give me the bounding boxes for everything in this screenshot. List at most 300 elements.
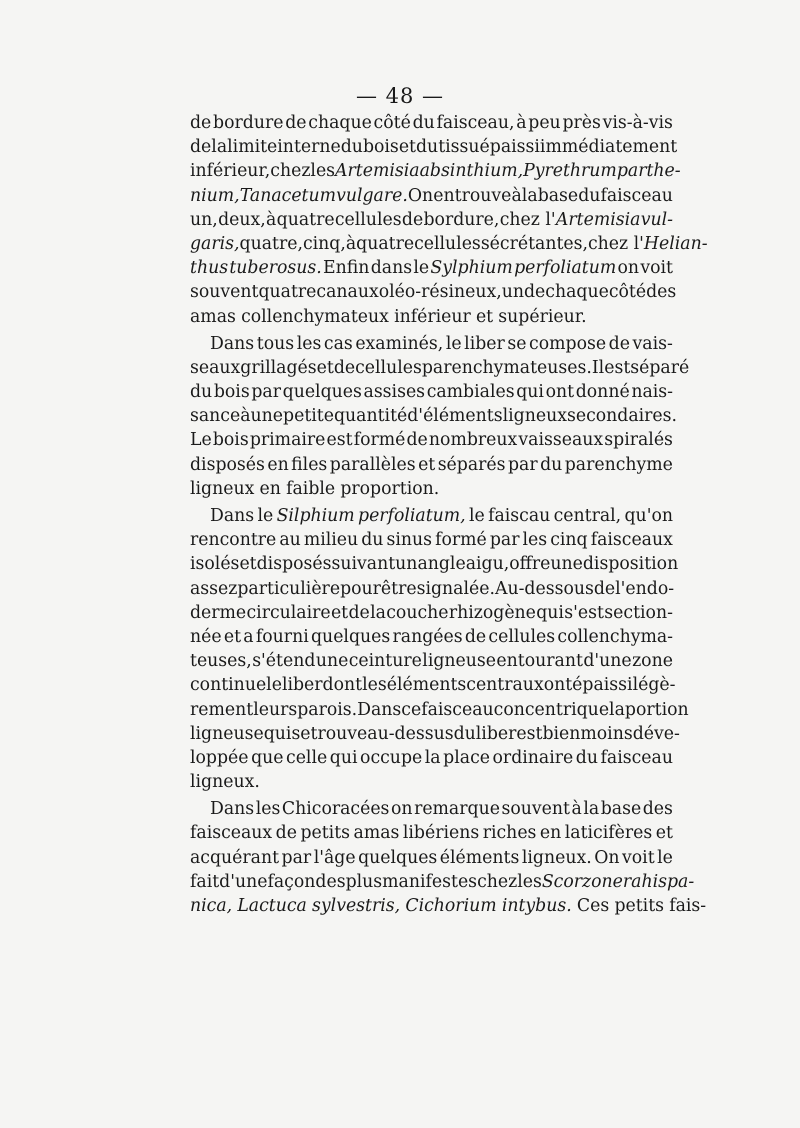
word: de bbox=[464, 626, 487, 647]
word: et bbox=[316, 357, 334, 378]
word: ont bbox=[545, 382, 575, 403]
word: acquérant bbox=[190, 847, 280, 868]
word: est bbox=[604, 357, 631, 378]
word: cinq, bbox=[302, 233, 346, 254]
word: sance bbox=[190, 406, 241, 427]
word: la bbox=[521, 185, 538, 206]
text-line bbox=[190, 208, 673, 232]
word: garis, bbox=[190, 233, 240, 254]
word: Silphium bbox=[276, 506, 355, 526]
word: tissu bbox=[438, 137, 480, 158]
word: zone bbox=[632, 651, 673, 672]
word: supérieur. bbox=[498, 306, 587, 327]
word: de bbox=[348, 602, 370, 623]
word: secondaires. bbox=[566, 406, 678, 427]
word: et bbox=[330, 602, 349, 623]
word: d'éléments bbox=[407, 406, 503, 427]
word: le bbox=[257, 506, 274, 526]
word: bordure, bbox=[423, 209, 500, 230]
word: faisceau bbox=[421, 699, 494, 720]
word: ligneux bbox=[502, 406, 567, 427]
word: des bbox=[642, 799, 673, 820]
word: fait bbox=[190, 871, 220, 892]
word: une bbox=[315, 651, 349, 672]
word: moins bbox=[580, 723, 633, 744]
text-line bbox=[190, 552, 679, 576]
word: de bbox=[523, 282, 546, 303]
word: sinus bbox=[386, 530, 433, 551]
word: limite bbox=[227, 137, 278, 158]
word: On bbox=[407, 185, 434, 206]
word: du bbox=[453, 723, 476, 744]
word: interne bbox=[277, 137, 341, 158]
word: liber bbox=[475, 723, 517, 744]
word: la bbox=[370, 602, 386, 623]
word: quatre bbox=[276, 209, 335, 230]
word: Le bbox=[190, 430, 212, 451]
word: un bbox=[501, 282, 524, 303]
text-line bbox=[190, 870, 695, 894]
word: cellules bbox=[414, 233, 481, 254]
word: immédiatement bbox=[539, 137, 678, 158]
text-line bbox=[190, 625, 673, 649]
paragraph bbox=[190, 797, 707, 918]
word: rement bbox=[190, 699, 254, 720]
word: bois bbox=[362, 137, 399, 158]
word: Dans bbox=[210, 799, 255, 820]
word: en bbox=[267, 454, 289, 475]
word: compose bbox=[529, 333, 607, 354]
word: chez bbox=[270, 161, 311, 182]
word: vul- bbox=[640, 209, 673, 230]
word: trouve bbox=[454, 185, 512, 206]
text-line bbox=[190, 111, 673, 135]
word: plus bbox=[345, 871, 383, 892]
text-line bbox=[190, 698, 689, 722]
word: chaque bbox=[545, 282, 609, 303]
word: bien bbox=[542, 723, 581, 744]
word: ordinaire bbox=[492, 747, 574, 768]
word: particulière bbox=[237, 578, 341, 599]
word: à bbox=[266, 209, 277, 230]
word: petits bbox=[614, 896, 665, 916]
word: épaissi bbox=[479, 137, 540, 158]
word: éléments bbox=[386, 675, 467, 696]
word: les bbox=[310, 161, 336, 182]
word: disposés bbox=[190, 454, 265, 475]
word: d'une bbox=[583, 651, 632, 672]
word: Dans bbox=[357, 699, 402, 720]
word: Pyrethrum bbox=[523, 161, 617, 182]
word: à bbox=[240, 406, 251, 427]
word: née bbox=[190, 626, 222, 647]
text-line bbox=[190, 746, 673, 770]
word: quatre bbox=[258, 282, 317, 303]
text-line bbox=[190, 305, 673, 329]
word: une bbox=[550, 554, 583, 575]
word: que bbox=[251, 747, 284, 768]
word: Helian- bbox=[643, 233, 708, 254]
word: de bbox=[190, 137, 212, 158]
word: souvent bbox=[501, 799, 570, 820]
word: inférieur bbox=[394, 306, 471, 327]
text-line bbox=[190, 135, 678, 159]
word: inférieur, bbox=[190, 161, 271, 182]
word: vaisseaux bbox=[518, 430, 604, 451]
word: central, bbox=[553, 506, 622, 526]
word: pour bbox=[340, 578, 381, 599]
text-line bbox=[190, 428, 673, 452]
word: concentrique bbox=[493, 699, 610, 720]
word: quelques bbox=[358, 847, 438, 868]
body-text bbox=[190, 111, 708, 918]
text-line bbox=[190, 770, 673, 794]
word: occupe bbox=[360, 747, 423, 768]
word: séparé bbox=[630, 357, 690, 378]
word: par bbox=[507, 454, 538, 475]
word: cellules bbox=[355, 357, 422, 378]
word: et bbox=[398, 137, 416, 158]
word: qui bbox=[329, 747, 358, 768]
word: ceinture bbox=[348, 651, 422, 672]
word: nica, bbox=[190, 896, 233, 916]
word: se bbox=[507, 333, 527, 354]
text-line bbox=[190, 184, 673, 208]
word: le bbox=[413, 258, 430, 279]
word: tous bbox=[256, 333, 295, 354]
word: riches bbox=[482, 823, 537, 844]
word: rhizogène bbox=[448, 602, 536, 623]
word: dans bbox=[370, 258, 413, 279]
word: côté bbox=[608, 282, 647, 303]
word: parthe- bbox=[616, 161, 681, 182]
word: thus bbox=[190, 258, 229, 279]
word: Sylphium bbox=[430, 258, 513, 279]
text-line bbox=[190, 256, 673, 280]
word: disposition bbox=[582, 554, 679, 575]
word: Lactuca bbox=[237, 896, 307, 916]
paragraph bbox=[190, 111, 708, 329]
word: Artemisia bbox=[555, 209, 641, 230]
word: les bbox=[362, 675, 387, 696]
word: sécrétantes, bbox=[480, 233, 588, 254]
word: Dans bbox=[210, 333, 255, 354]
word: la bbox=[583, 799, 600, 820]
word: de bbox=[275, 823, 297, 844]
text-line bbox=[190, 232, 708, 256]
word: parois. bbox=[297, 699, 358, 720]
word: le bbox=[657, 847, 673, 868]
word: peu bbox=[528, 113, 561, 133]
word: chaque bbox=[308, 113, 372, 133]
word: les bbox=[255, 799, 281, 820]
word: sylvestris, bbox=[312, 896, 401, 916]
word: quelques bbox=[311, 626, 391, 647]
word: cinq bbox=[550, 530, 588, 551]
word: remarque bbox=[414, 799, 500, 820]
word: amas bbox=[190, 306, 236, 327]
word: et bbox=[418, 454, 436, 475]
word: vais- bbox=[632, 333, 673, 354]
word: a bbox=[243, 626, 254, 647]
text-line bbox=[190, 380, 673, 404]
word: ce bbox=[401, 699, 422, 720]
word: au-dessus bbox=[367, 723, 454, 744]
word: ligneux. bbox=[521, 847, 592, 868]
word: Tanacetum bbox=[239, 185, 337, 206]
word: à bbox=[571, 799, 582, 820]
word: Il bbox=[591, 357, 605, 378]
word: qu'on bbox=[624, 506, 673, 526]
word: bordure bbox=[213, 113, 284, 133]
word: du bbox=[412, 113, 435, 133]
word: de bbox=[285, 113, 307, 133]
word: légè- bbox=[632, 675, 676, 696]
word: un, bbox=[190, 209, 218, 230]
paragraph bbox=[190, 332, 690, 501]
word: seaux bbox=[190, 357, 241, 378]
word: bois bbox=[212, 430, 249, 451]
word: Artemisia bbox=[335, 161, 420, 182]
word: par bbox=[281, 847, 312, 868]
word: ligneuse bbox=[422, 651, 496, 672]
word: voit bbox=[640, 258, 673, 279]
word: les bbox=[522, 530, 548, 551]
text-line bbox=[190, 722, 680, 746]
word: portion bbox=[624, 699, 689, 720]
word: fais- bbox=[669, 896, 707, 916]
word: la bbox=[211, 137, 228, 158]
word: nais- bbox=[631, 382, 673, 403]
text-line bbox=[190, 453, 673, 477]
word: loppée bbox=[190, 747, 249, 768]
word: des bbox=[646, 282, 677, 303]
word: section- bbox=[604, 602, 673, 623]
word: centraux bbox=[466, 675, 544, 696]
word: qui bbox=[516, 382, 544, 403]
word: milieu bbox=[303, 530, 359, 551]
word: épaissi bbox=[572, 675, 633, 696]
word: Chicoracées bbox=[281, 799, 390, 820]
word: faisceaux bbox=[190, 823, 273, 844]
text-line bbox=[190, 332, 673, 356]
word: liber bbox=[464, 333, 505, 354]
word: du bbox=[361, 530, 384, 551]
text-line bbox=[190, 404, 678, 428]
word: de bbox=[333, 357, 356, 378]
word: en bbox=[433, 185, 455, 206]
word: du bbox=[540, 454, 563, 475]
word: primaire bbox=[249, 430, 326, 451]
word: l'endo- bbox=[615, 578, 675, 599]
text-line bbox=[190, 504, 673, 528]
word: faisceau, bbox=[436, 113, 515, 133]
text-line bbox=[190, 649, 673, 673]
word: en bbox=[259, 478, 281, 499]
word: Enfin bbox=[323, 258, 370, 279]
word: entourant bbox=[496, 651, 583, 672]
word: et bbox=[655, 823, 673, 844]
word: files bbox=[291, 454, 328, 475]
word: le bbox=[445, 333, 462, 354]
word: Dans bbox=[210, 506, 255, 526]
word: circulaire bbox=[246, 602, 331, 623]
page-number: — 48 — bbox=[355, 84, 445, 108]
word: ligneux bbox=[190, 478, 255, 499]
word: hispa- bbox=[641, 871, 695, 892]
word: donné bbox=[575, 382, 630, 403]
word: les bbox=[296, 333, 322, 354]
word: collenchymateux bbox=[241, 306, 389, 327]
word: liber bbox=[281, 675, 323, 696]
word: base bbox=[537, 185, 579, 206]
word: à bbox=[511, 185, 522, 206]
word: quelques bbox=[282, 382, 362, 403]
word: on bbox=[390, 799, 413, 820]
word: façon bbox=[267, 871, 316, 892]
word: par bbox=[489, 530, 520, 551]
word: et bbox=[475, 306, 494, 327]
word: absinthium, bbox=[419, 161, 524, 182]
word: l'âge bbox=[313, 847, 356, 868]
text-line bbox=[190, 280, 677, 304]
word: Ces bbox=[576, 896, 610, 916]
word: angle bbox=[417, 554, 466, 575]
word: et bbox=[223, 626, 242, 647]
word: formé bbox=[435, 530, 487, 551]
word: leurs bbox=[253, 699, 298, 720]
word: parallèles bbox=[329, 454, 416, 475]
word: le bbox=[469, 506, 485, 526]
word: quantité bbox=[333, 406, 408, 427]
text-line bbox=[190, 846, 673, 870]
word: perfoliatum, bbox=[358, 506, 466, 526]
word: s'étend bbox=[252, 651, 316, 672]
word: faiscau bbox=[488, 506, 551, 526]
word: cellules bbox=[334, 209, 402, 230]
word: de bbox=[593, 578, 616, 599]
word: faisceaux bbox=[590, 530, 673, 551]
word: cambiales bbox=[426, 382, 515, 403]
word: manifestes bbox=[382, 871, 478, 892]
word: éléments bbox=[439, 847, 520, 868]
word: cas bbox=[323, 333, 353, 354]
word: continue bbox=[190, 675, 267, 696]
word: de bbox=[406, 430, 428, 451]
word: rangées bbox=[392, 626, 463, 647]
text-line bbox=[190, 577, 673, 601]
word: du bbox=[578, 185, 601, 206]
word: Au-dessous bbox=[494, 578, 594, 599]
text-line bbox=[190, 673, 676, 697]
text-line bbox=[190, 601, 673, 625]
word: faisceau bbox=[600, 747, 673, 768]
word: est bbox=[326, 430, 353, 451]
word: quatre, bbox=[239, 233, 303, 254]
word: voit bbox=[622, 847, 655, 868]
word: couche bbox=[386, 602, 449, 623]
word: dont bbox=[322, 675, 363, 696]
word: fourni bbox=[255, 626, 309, 647]
word: laticifères bbox=[564, 823, 653, 844]
word: d'une bbox=[219, 871, 268, 892]
word: offre bbox=[509, 554, 551, 575]
word: oléo-résineux, bbox=[378, 282, 502, 303]
word: collenchyma- bbox=[557, 626, 673, 647]
word: nombreux bbox=[428, 430, 518, 451]
text-line bbox=[190, 159, 681, 183]
word: déve- bbox=[632, 723, 680, 744]
word: rencontre bbox=[190, 530, 277, 551]
word: souvent bbox=[190, 282, 259, 303]
word: à bbox=[516, 113, 527, 133]
word: du bbox=[340, 137, 363, 158]
word: parenchyme bbox=[564, 454, 673, 475]
word: côté bbox=[373, 113, 411, 133]
word: trouve bbox=[310, 723, 368, 744]
word: canaux bbox=[316, 282, 379, 303]
word: vis-à-vis bbox=[602, 113, 673, 133]
word: au bbox=[279, 530, 301, 551]
word: grillagés bbox=[240, 357, 317, 378]
word: par bbox=[251, 382, 281, 403]
text-line bbox=[190, 477, 673, 501]
word: est bbox=[516, 723, 543, 744]
word: en bbox=[539, 823, 562, 844]
word: qui bbox=[536, 602, 564, 623]
word: séparés bbox=[437, 454, 506, 475]
word: chez l' bbox=[588, 233, 644, 254]
text-line bbox=[190, 528, 673, 552]
word: signalée. bbox=[416, 578, 495, 599]
word: disposés bbox=[256, 554, 332, 575]
word: du bbox=[415, 137, 439, 158]
text-line bbox=[190, 821, 673, 845]
word: qui bbox=[263, 723, 292, 744]
word: vulgare. bbox=[336, 185, 408, 206]
word: Cichorium bbox=[405, 896, 497, 916]
word: de bbox=[401, 209, 424, 230]
word: cellules bbox=[488, 626, 556, 647]
word: nium, bbox=[190, 185, 240, 206]
word: la bbox=[609, 699, 625, 720]
word: petits bbox=[300, 823, 351, 844]
word: près bbox=[562, 113, 601, 133]
word: de bbox=[190, 113, 212, 133]
word: aigu, bbox=[465, 554, 510, 575]
word: deux, bbox=[218, 209, 266, 230]
word: ont bbox=[543, 675, 573, 696]
word: assises bbox=[363, 382, 426, 403]
word: suivant bbox=[331, 554, 396, 575]
paragraph bbox=[190, 504, 689, 794]
word: intybus. bbox=[501, 896, 572, 916]
text-line bbox=[190, 356, 690, 380]
word: place bbox=[443, 747, 490, 768]
word: une bbox=[250, 406, 284, 427]
word: du bbox=[575, 747, 598, 768]
word: celle bbox=[286, 747, 328, 768]
word: ligneuse bbox=[190, 723, 264, 744]
word: un bbox=[395, 554, 418, 575]
word: quatre bbox=[356, 233, 415, 254]
word: amas bbox=[353, 823, 400, 844]
word: se bbox=[291, 723, 311, 744]
word: derme bbox=[190, 602, 247, 623]
word: perfoliatum bbox=[514, 258, 617, 279]
word: base bbox=[600, 799, 642, 820]
word: formé bbox=[353, 430, 406, 451]
